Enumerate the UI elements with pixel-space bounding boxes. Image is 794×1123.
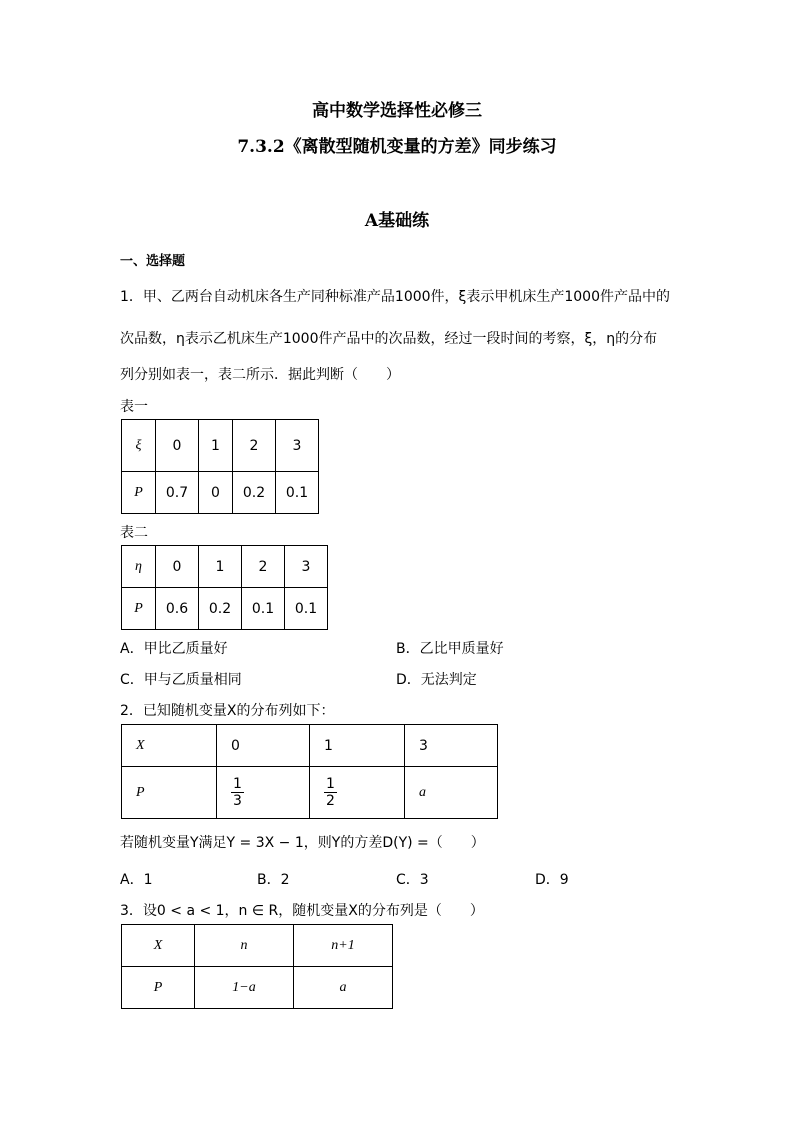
table1 <box>121 419 319 514</box>
doc-title: 高中数学选择性必修三 <box>312 101 482 121</box>
table1-head-cell: 1 <box>199 420 233 472</box>
table1-cell: 0.2 <box>233 472 276 514</box>
table2-head-cell: 2 <box>242 546 285 588</box>
q2-option-c: C．3 <box>396 872 429 888</box>
q1-option-a: A．甲比乙质量好 <box>120 641 228 657</box>
table2-cell: 0.1 <box>285 588 328 630</box>
table2-cell: P <box>122 588 156 630</box>
q2-stem: 2．已知随机变量X的分布列如下： <box>120 703 335 719</box>
q2-table-cell <box>217 767 310 819</box>
table2-caption: 表二 <box>120 525 148 541</box>
q2-option-b: B．2 <box>257 872 290 888</box>
table2-head-cell: η <box>122 546 156 588</box>
table2-head-cell: 1 <box>199 546 242 588</box>
table1-caption: 表一 <box>120 399 148 415</box>
q1-line3: 列分别如表一，表二所示．据此判断（ ） <box>120 367 400 383</box>
table1-cell: 0.7 <box>156 472 199 514</box>
table1-head-cell: 3 <box>276 420 319 472</box>
q1-option-c: C．甲与乙质量相同 <box>120 672 242 688</box>
fraction-denominator: 2 <box>326 793 335 809</box>
table1-cell: P <box>122 472 156 514</box>
q2-condition: 若随机变量Y满足Y = 3X − 1，则Y的方差D(Y) =（ ） <box>120 835 485 851</box>
doc-subtitle: 7.3.2《离散型随机变量的方差》同步练习 <box>237 137 557 157</box>
table2 <box>121 545 328 630</box>
table2-head-cell: 0 <box>156 546 199 588</box>
q1-option-d: D．无法判定 <box>396 672 477 688</box>
table2-cell: 0.6 <box>156 588 199 630</box>
q2-option-a: A．1 <box>120 872 153 888</box>
level-heading: A基础练 <box>364 211 430 231</box>
q1-option-b: B．乙比甲质量好 <box>396 641 504 657</box>
table2-cell: 0.2 <box>199 588 242 630</box>
q3-table-cell: a <box>294 967 393 1009</box>
fraction <box>324 776 337 809</box>
fraction-denominator: 3 <box>233 793 242 809</box>
section-heading: 一、选择题 <box>120 254 186 269</box>
fraction <box>231 776 244 809</box>
fraction-numerator: 1 <box>233 776 242 792</box>
q2-table <box>121 724 498 819</box>
table1-head-cell: 2 <box>233 420 276 472</box>
q3-table-cell: 1−a <box>195 967 294 1009</box>
q2-table-head-cell: 1 <box>310 725 405 767</box>
table1-cell: 0 <box>199 472 233 514</box>
table1-head-cell: 0 <box>156 420 199 472</box>
q2-table-head-cell: 0 <box>217 725 310 767</box>
table1-head-cell: ξ <box>122 420 156 472</box>
q3-table-head-cell: n+1 <box>294 925 393 967</box>
table2-head-cell: 3 <box>285 546 328 588</box>
q1-line2: 次品数，η表示乙机床生产1000件产品中的次品数，经过一段时间的考察，ξ，η的分布 <box>120 331 658 347</box>
table2-cell: 0.1 <box>242 588 285 630</box>
fraction-numerator: 1 <box>326 776 335 792</box>
q2-table-cell <box>310 767 405 819</box>
q2-table-cell: P <box>122 767 217 819</box>
q2-table-head-cell: 3 <box>405 725 498 767</box>
q2-option-d: D．9 <box>535 872 569 888</box>
q2-table-cell: a <box>405 767 498 819</box>
q3-table-cell: P <box>122 967 195 1009</box>
q3-stem: 3．设0 < a < 1，n ∈ R，随机变量X的分布列是（ ） <box>120 903 484 919</box>
q3-table-head-cell: n <box>195 925 294 967</box>
q2-table-head-cell: X <box>122 725 217 767</box>
q1-line1: 1．甲、乙两台自动机床各生产同种标准产品1000件，ξ表示甲机床生产1000件产品中的 <box>120 289 670 305</box>
table1-cell: 0.1 <box>276 472 319 514</box>
q3-table <box>121 924 393 1009</box>
q3-table-head-cell: X <box>122 925 195 967</box>
